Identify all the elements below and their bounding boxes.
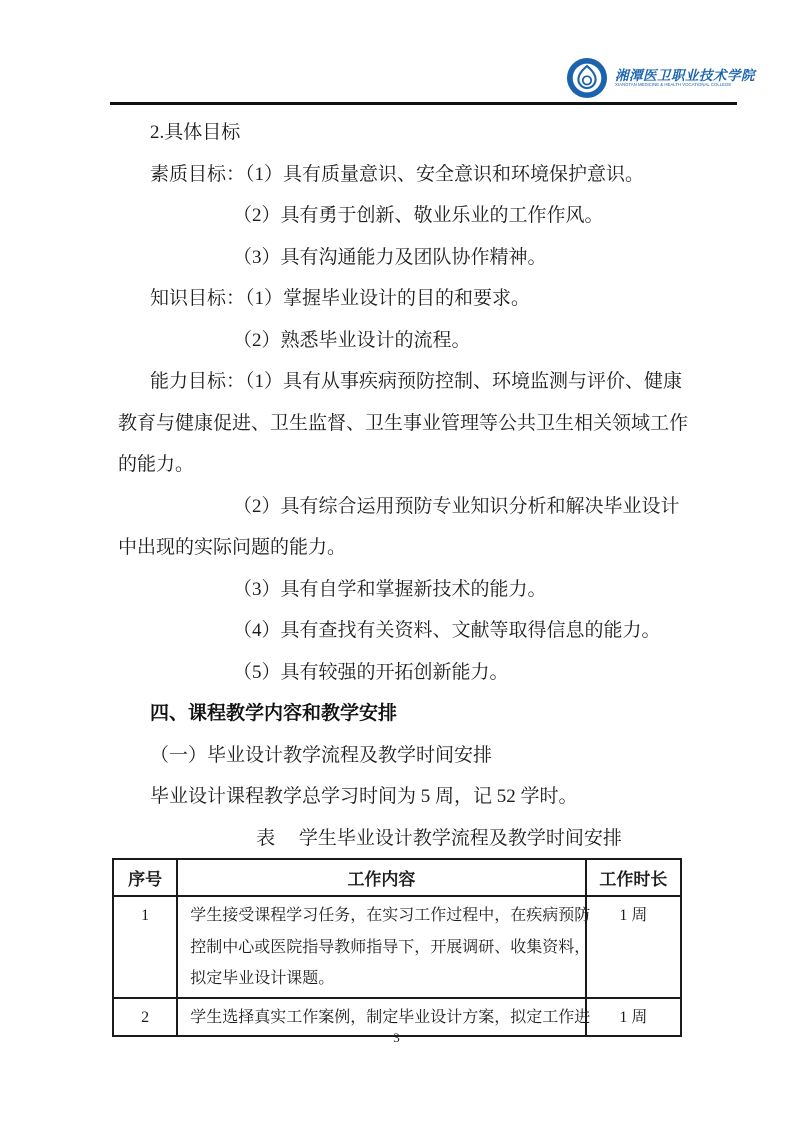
text-line: 中出现的实际问题的能力。 bbox=[118, 537, 347, 558]
row-number-cell: 1 bbox=[113, 896, 177, 998]
cell-text-line: 学生选择真实工作案例，制定毕业设计方案，拟定工作进 bbox=[190, 1008, 591, 1026]
subsection-heading: （一）毕业设计教学流程及教学时间安排 bbox=[150, 744, 493, 766]
text-line: （2）具有综合运用预防专业知识分析和解决毕业设计 bbox=[233, 495, 680, 517]
duration-cell: 1 周 bbox=[586, 896, 681, 998]
cell-text-line: 拟定毕业设计课题。 bbox=[190, 970, 335, 987]
section-heading: 四、课程教学内容和教学安排 bbox=[150, 703, 398, 724]
text-line: （2）具有勇于创新、敬业乐业的工作作风。 bbox=[233, 205, 604, 226]
text-line: 2.具体目标 bbox=[150, 122, 241, 143]
cell-text-line: 控制中心或医院指导教师指导下，开展调研、收集资料， bbox=[190, 938, 591, 956]
column-header-content: 工作内容 bbox=[177, 859, 585, 896]
text-line: 的能力。 bbox=[118, 454, 195, 475]
text-line: （5）具有较强的开拓创新能力。 bbox=[233, 661, 509, 683]
column-header-duration: 工作时长 bbox=[586, 859, 681, 896]
text-line: 教育与健康促进、卫生监督、卫生事业管理等公共卫生相关领域工作 bbox=[118, 412, 689, 434]
college-name-block bbox=[615, 68, 776, 90]
text-line: 能力目标：（1）具有从事疾病预防控制、环境监测与评价、健康 bbox=[150, 371, 683, 392]
college-name-cn: 湘潭医卫职业技术学院 bbox=[615, 68, 755, 83]
table-header-row bbox=[113, 859, 681, 896]
text-line: 素质目标：（1）具有质量意识、安全意识和环境保护意识。 bbox=[150, 163, 645, 185]
text-line: （4）具有查找有关资料、文献等取得信息的能力。 bbox=[233, 620, 661, 641]
text-line: （3）具有自学和掌握新技术的能力。 bbox=[233, 578, 547, 600]
document-body bbox=[118, 112, 696, 859]
college-brand bbox=[566, 57, 776, 99]
college-emblem-icon bbox=[566, 57, 608, 99]
header-divider-line bbox=[110, 102, 737, 105]
schedule-table bbox=[112, 858, 682, 1037]
table-row bbox=[113, 896, 681, 998]
text-line: 毕业设计课程教学总学习时间为 5 周，记 52 学时。 bbox=[150, 786, 578, 807]
page-number: 3 bbox=[393, 1030, 400, 1045]
college-name-en: XIANGTAN MEDICINE & HEALTH VOCATIONAL COLLEGE bbox=[615, 83, 732, 88]
duration-cell: 1 周 bbox=[586, 998, 681, 1037]
text-line: （3）具有沟通能力及团队协作精神。 bbox=[233, 246, 547, 268]
table-caption: 表 学生毕业设计教学流程及教学时间安排 bbox=[256, 827, 622, 849]
work-content-cell bbox=[177, 896, 591, 998]
text-line: 知识目标：（1）掌握毕业设计的目的和要求。 bbox=[150, 288, 531, 309]
column-header-no: 序号 bbox=[113, 859, 177, 896]
text-line: （2）熟悉毕业设计的流程。 bbox=[233, 329, 471, 351]
cell-text-line: 学生接受课程学习任务，在实习工作过程中，在疾病预防 bbox=[190, 907, 591, 924]
row-number-cell: 2 bbox=[113, 998, 177, 1037]
